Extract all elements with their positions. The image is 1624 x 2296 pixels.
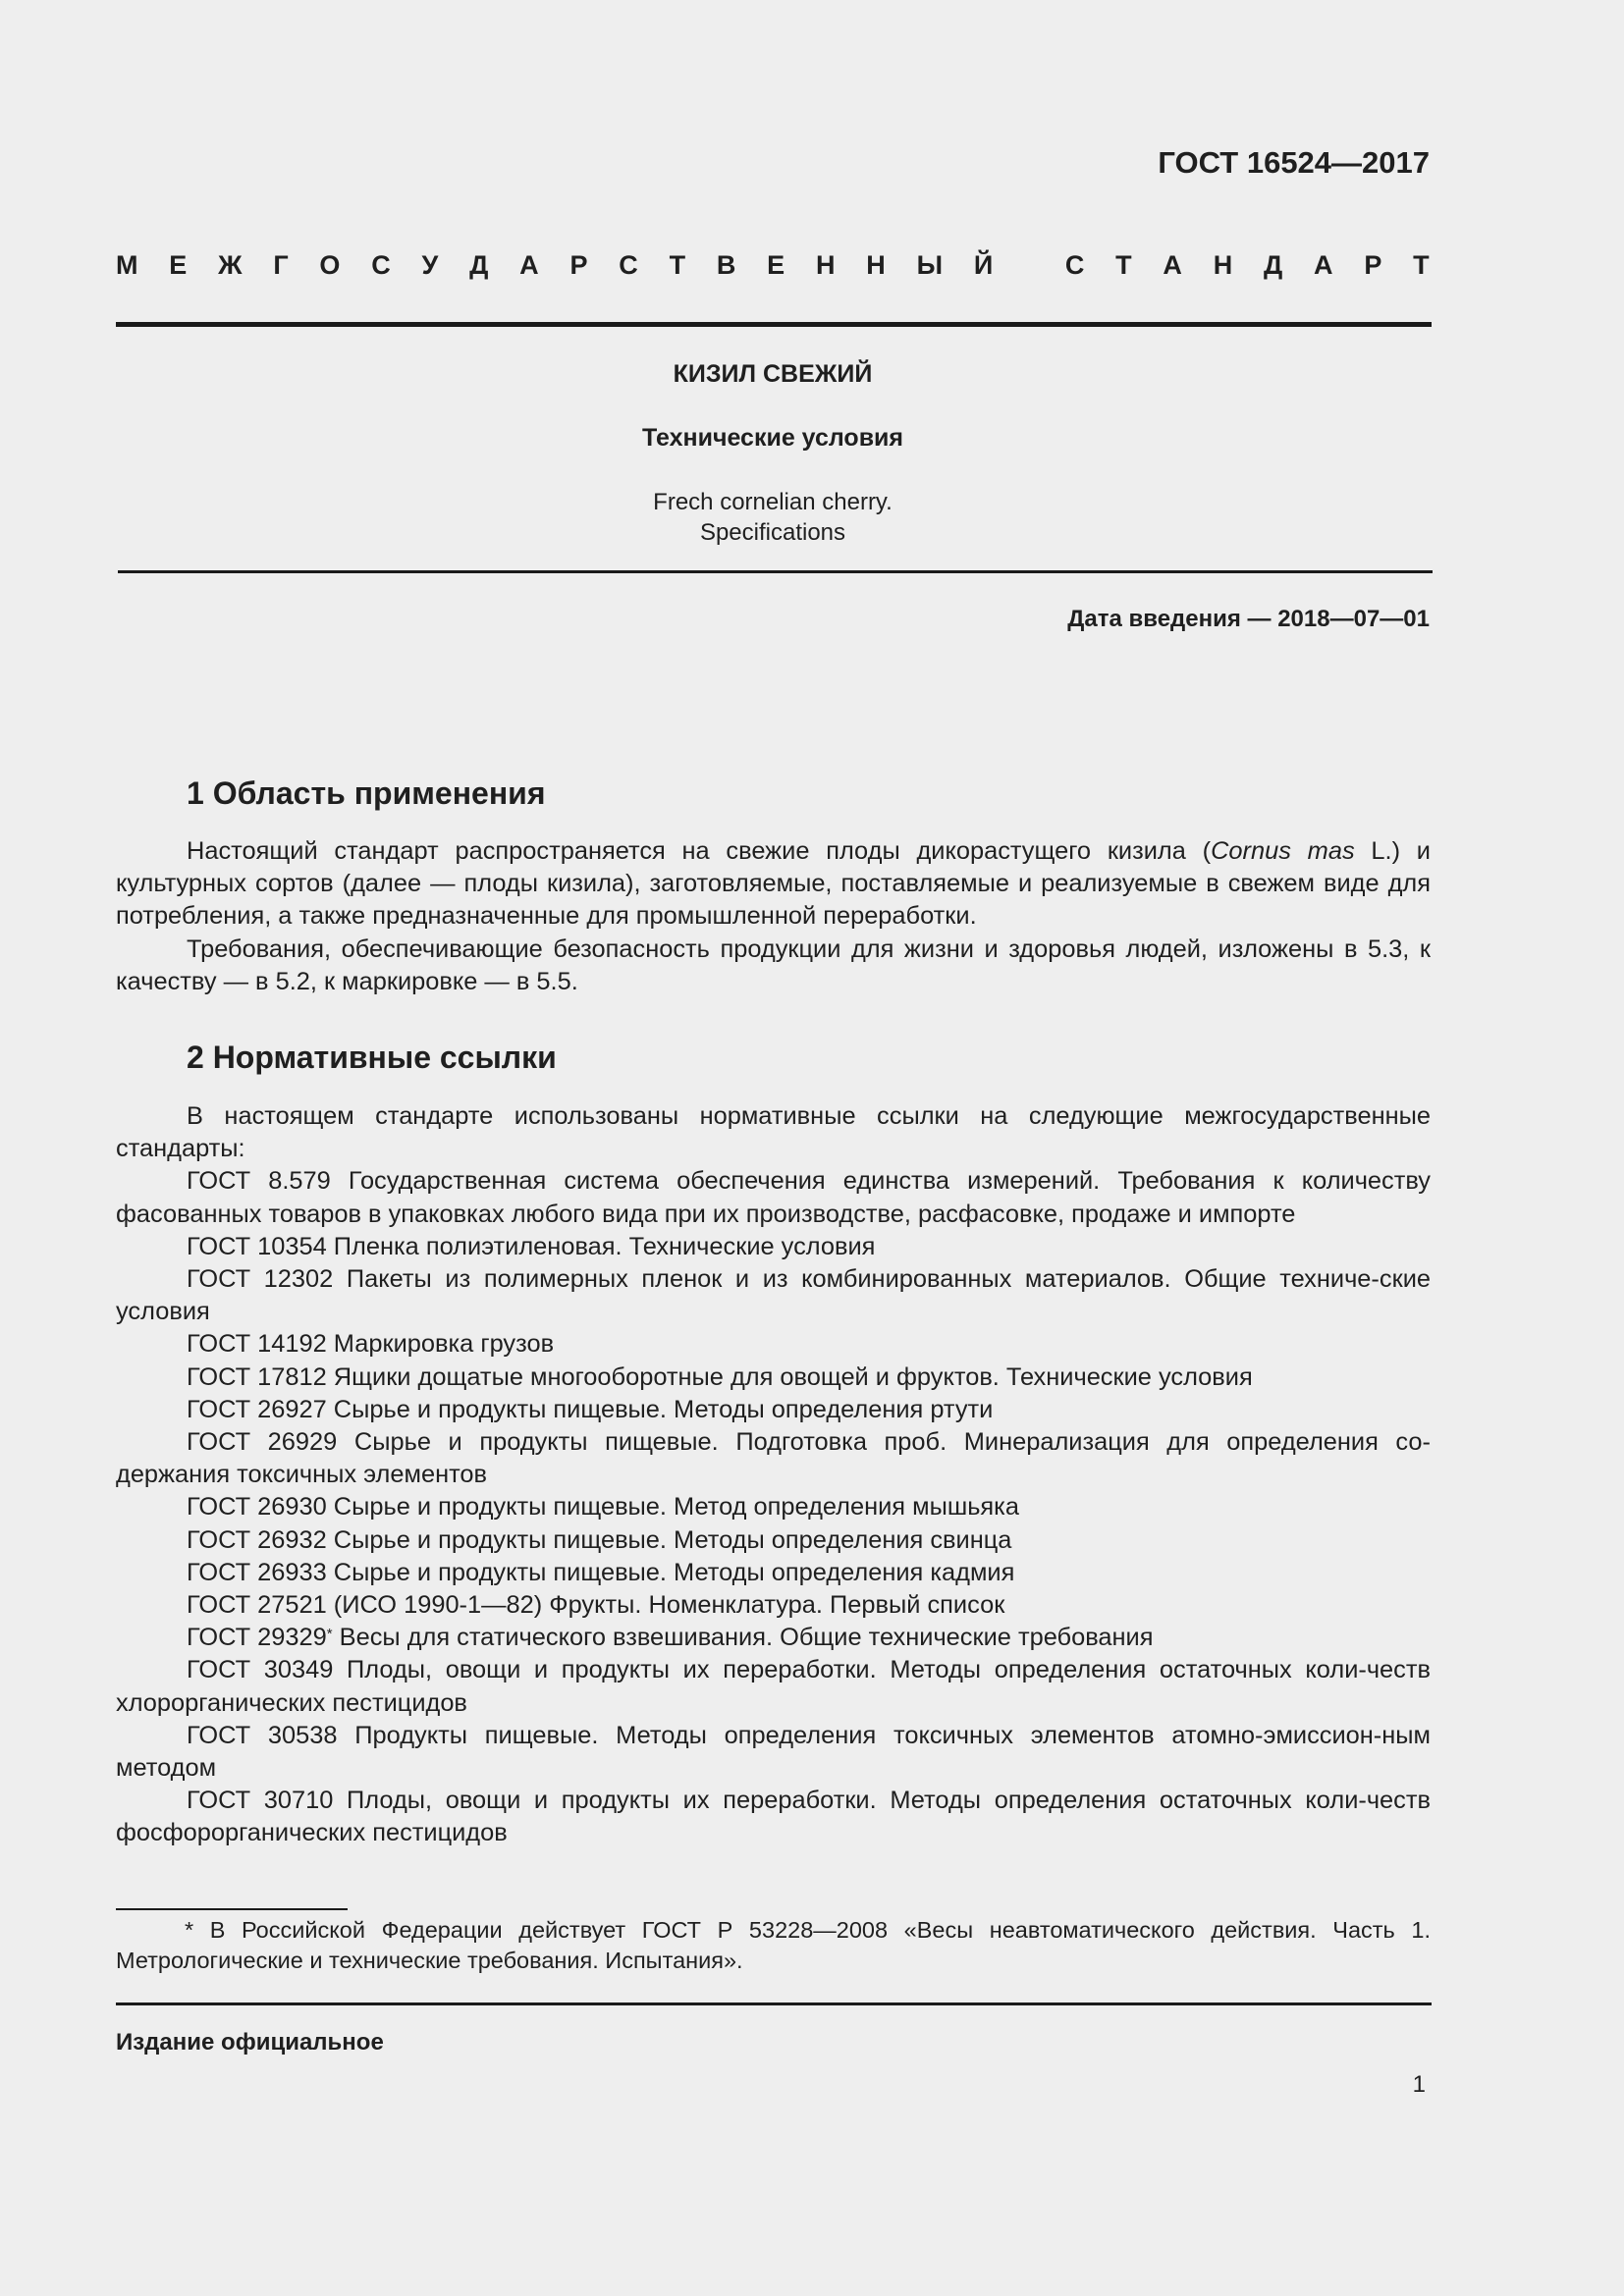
banner-letter: Н [1213,250,1233,280]
banner-letter: С [1064,250,1085,280]
banner-letter: О [319,250,341,280]
banner-letter: Ы [916,250,944,280]
banner-letter: Р [1364,250,1382,280]
section-2-body [116,1100,1431,1850]
page-number: 1 [1412,2071,1426,2098]
document-number: ГОСТ 16524—2017 [1158,145,1430,180]
reference-item: ГОСТ 30710 Плоды, овощи и продукты их переработки. Методы определения остаточных коли-честв фосфорорганических пестицидов [116,1787,1431,1847]
footnote-divider [116,1908,348,1910]
footnote [116,1915,1431,1976]
banner-letter: С [371,250,391,280]
banner-letter: А [1314,250,1333,280]
english-title [0,487,1545,548]
section-1-body [116,835,1431,998]
scope-paragraph-1: Настоящий стандарт распространяется на свежие плоды дикорастущего кизила (Cornus mas L.) и культурных сортов (далее — плоды кизила), заготовляемые, поставляемые и реализуемые в свежем виде для потребления, а также предназначенные для промышленной переработки. [116,837,1431,931]
reference-item: ГОСТ 26929 Сырье и продукты пищевые. Подготовка проб. Минерализация для определения со-держания токсичных элементов [116,1428,1431,1489]
banner-letter: Д [469,250,489,280]
reference-item: ГОСТ 14192 Маркировка грузов [187,1330,555,1359]
banner-letter: М [116,250,138,280]
reference-item: ГОСТ 30538 Продукты пищевые. Методы определения токсичных элементов атомно-эмиссион-ным методом [116,1721,1431,1783]
reference-item: ГОСТ 8.579 Государственная система обеспечения единства измерений. Требования к количеству фасованных товаров в упаковках любого вида при их производстве, расфасовке, продаже и импорте [116,1167,1431,1228]
reference-item: ГОСТ 27521 (ИСО 1990-1—82) Фрукты. Номенклатура. Первый список [187,1591,1005,1620]
introduction-date: Дата введения — 2018—07—01 [1067,606,1430,632]
banner-letter: Е [169,250,188,280]
banner-letter [1024,250,1034,281]
banner-letter: Е [767,250,785,280]
reference-item: ГОСТ 29329* Весы для статического взвешивания. Общие технические требования [187,1624,1154,1652]
interstate-standard-banner [116,250,1430,281]
banner-letter: Т [1115,250,1132,280]
reference-item: ГОСТ 17812 Ящики дощатые многооборотные для овощей и фруктов. Технические условия [187,1362,1253,1391]
reference-list [116,1165,1431,1622]
banner-letter: Н [815,250,836,280]
banner-letter: Й [973,250,994,280]
banner-letter: Г [273,250,289,280]
reference-list-continued [116,1654,1431,1849]
section-2-heading: 2 Нормативные ссылки [187,1040,557,1075]
english-title-line-2: Specifications [699,519,846,546]
banner-letter: С [619,250,638,280]
header-divider [116,322,1432,327]
standard-title: КИЗИЛ СВЕЖИЙ [673,360,873,388]
footnote-mark: * [326,1626,333,1643]
title-divider [118,570,1433,573]
banner-letter: Н [866,250,886,280]
standard-subtitle: Технические условия [641,424,904,452]
banner-letter: Ж [218,250,243,280]
reference-item: ГОСТ 26930 Сырье и продукты пищевые. Метод определения мышьяка [187,1493,1019,1522]
banner-letter: Д [1264,250,1283,280]
footer-divider [116,2002,1432,2005]
english-title-line-1: Frech cornelian cherry. [653,489,893,515]
banner-letter: Т [669,250,686,280]
banner-letter: А [1163,250,1182,280]
reference-item: ГОСТ 26927 Сырье и продукты пищевые. Методы определения ртути [187,1395,994,1423]
footnote-text: * В Российской Федерации действует ГОСТ Р 53228—2008 «Весы неавтоматического действия. Часть 1. Метрологические и технические требования. Испытания». [116,1917,1431,1973]
banner-letter: В [716,250,736,280]
section-1-heading: 1 Область применения [187,775,546,811]
scope-paragraph-2: Требования, обеспечивающие безопасность продукции для жизни и здоровья людей, изложены в 5.3, к качеству — в 5.2, к маркировке — в 5.5. [116,934,1431,995]
reference-item: ГОСТ 30349 Плоды, овощи и продукты их переработки. Методы определения остаточных коли-честв хлорорганических пестицидов [116,1656,1431,1717]
reference-item: ГОСТ 10354 Пленка полиэтиленовая. Технические условия [187,1232,876,1260]
banner-letter: Т [1413,250,1430,280]
banner-letter: А [519,250,539,280]
reference-item: ГОСТ 12302 Пакеты из полимерных пленок и из комбинированных материалов. Общие техниче-ские условия [116,1265,1431,1326]
banner-letter: У [421,250,439,280]
latin-name: Cornus mas [1211,837,1355,865]
official-edition-label: Издание официальное [116,2029,384,2056]
references-intro: В настоящем стандарте использованы нормативные ссылки на следующие межгосударственные стандарты: [116,1102,1431,1163]
banner-letter: Р [569,250,588,280]
reference-item: ГОСТ 26932 Сырье и продукты пищевые. Методы определения свинца [187,1525,1012,1554]
reference-item: ГОСТ 26933 Сырье и продукты пищевые. Методы определения кадмия [187,1558,1015,1586]
